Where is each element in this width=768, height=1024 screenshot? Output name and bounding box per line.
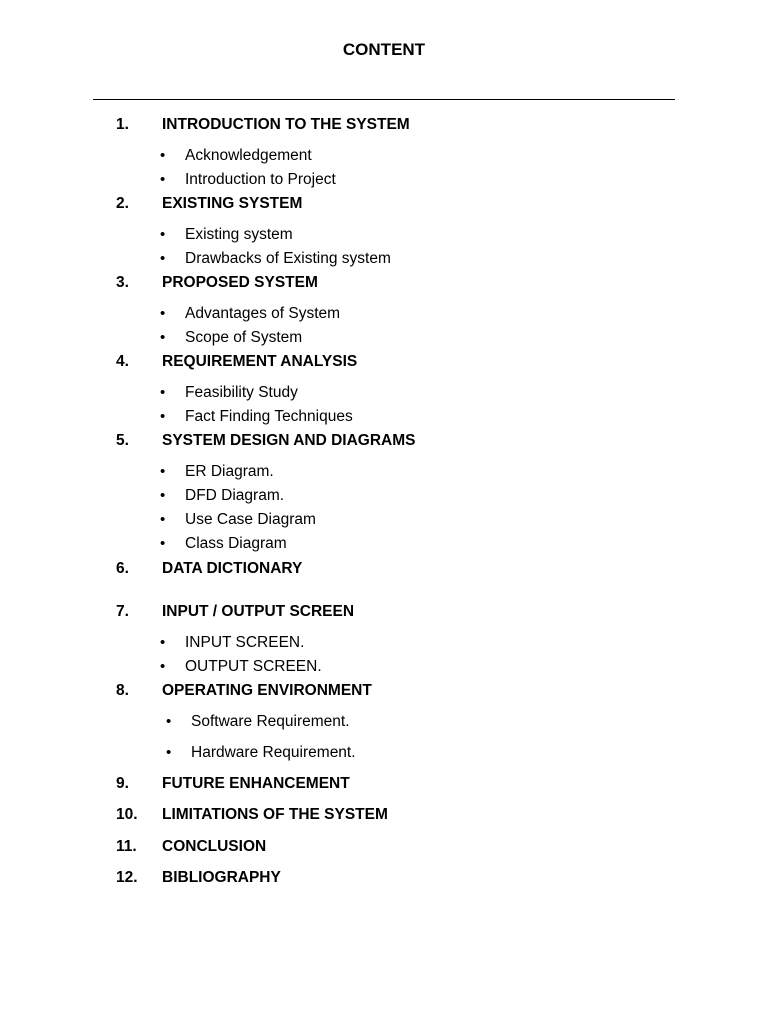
toc-item-label: Scope of System xyxy=(185,329,303,346)
section-heading: INPUT / OUTPUT SCREEN xyxy=(162,603,355,620)
toc-section-9 xyxy=(0,773,768,795)
section-number: 7. xyxy=(116,603,129,620)
section-heading: INTRODUCTION TO THE SYSTEM xyxy=(162,116,410,133)
toc-item xyxy=(0,406,768,428)
bullet-icon: • xyxy=(160,384,166,401)
section-heading: OPERATING ENVIRONMENT xyxy=(162,682,372,699)
toc-item-label: ER Diagram. xyxy=(185,463,274,480)
toc-item xyxy=(0,224,768,246)
toc-section-7 xyxy=(0,601,768,623)
bullet-icon: • xyxy=(160,408,166,425)
toc-item xyxy=(0,485,768,507)
bullet-icon: • xyxy=(160,250,166,267)
bullet-icon: • xyxy=(160,487,166,504)
toc-item-label: Fact Finding Techniques xyxy=(185,408,353,425)
toc-item xyxy=(0,509,768,531)
toc-item-label: INPUT SCREEN. xyxy=(185,634,305,651)
section-heading: DATA DICTIONARY xyxy=(162,560,303,577)
toc-item xyxy=(0,461,768,483)
toc-item xyxy=(0,145,768,167)
toc-item-label: Class Diagram xyxy=(185,535,287,552)
toc-item xyxy=(0,327,768,349)
section-number: 12. xyxy=(116,869,138,886)
toc-item xyxy=(0,711,768,733)
section-heading: LIMITATIONS OF THE SYSTEM xyxy=(162,806,388,823)
section-number: 11. xyxy=(116,838,137,855)
toc-section-1 xyxy=(0,114,768,136)
toc-item-label: Hardware Requirement. xyxy=(191,744,356,761)
toc-section-6 xyxy=(0,558,768,580)
section-number: 10. xyxy=(116,806,138,823)
section-number: 4. xyxy=(116,353,129,370)
toc-item-label: DFD Diagram. xyxy=(185,487,285,504)
section-number: 3. xyxy=(116,274,129,291)
toc-item-label: Use Case Diagram xyxy=(185,511,316,528)
section-number: 9. xyxy=(116,775,129,792)
toc-item xyxy=(0,533,768,555)
section-heading: PROPOSED SYSTEM xyxy=(162,274,318,291)
toc-item-label: Acknowledgement xyxy=(185,147,312,164)
toc-section-10 xyxy=(0,804,768,826)
toc-item-label: Advantages of System xyxy=(185,305,341,322)
bullet-icon: • xyxy=(160,329,166,346)
bullet-icon: • xyxy=(160,305,166,322)
section-number: 2. xyxy=(116,195,129,212)
toc-section-8 xyxy=(0,680,768,702)
toc-item xyxy=(0,656,768,678)
toc-item xyxy=(0,632,768,654)
bullet-icon: • xyxy=(160,226,166,243)
bullet-icon: • xyxy=(160,511,166,528)
bullet-icon: • xyxy=(160,147,166,164)
toc-item-label: Introduction to Project xyxy=(185,171,336,188)
toc-section-4 xyxy=(0,351,768,373)
toc-section-3 xyxy=(0,272,768,294)
section-heading: EXISTING SYSTEM xyxy=(162,195,303,212)
section-heading: FUTURE ENHANCEMENT xyxy=(162,775,350,792)
toc-item-label: Feasibility Study xyxy=(185,384,298,401)
section-heading: REQUIREMENT ANALYSIS xyxy=(162,353,358,370)
bullet-icon: • xyxy=(166,744,172,761)
toc-item-label: Drawbacks of Existing system xyxy=(185,250,391,267)
bullet-icon: • xyxy=(160,171,166,188)
section-number: 6. xyxy=(116,560,129,577)
toc-section-5 xyxy=(0,430,768,452)
section-heading: CONCLUSION xyxy=(162,838,267,855)
toc-item xyxy=(0,248,768,270)
toc-section-11 xyxy=(0,836,768,858)
bullet-icon: • xyxy=(166,713,172,730)
toc-section-12 xyxy=(0,867,768,889)
toc-section-2 xyxy=(0,193,768,215)
section-heading: BIBLIOGRAPHY xyxy=(162,869,281,886)
toc-item-label: Software Requirement. xyxy=(191,713,350,730)
toc-item xyxy=(0,382,768,404)
bullet-icon: • xyxy=(160,535,166,552)
section-number: 5. xyxy=(116,432,129,449)
toc-item-label: Existing system xyxy=(185,226,293,243)
section-heading: SYSTEM DESIGN AND DIAGRAMS xyxy=(162,432,416,449)
toc-item xyxy=(0,169,768,191)
title-divider xyxy=(93,99,675,100)
section-number: 1. xyxy=(116,116,129,133)
toc-item xyxy=(0,303,768,325)
bullet-icon: • xyxy=(160,634,166,651)
bullet-icon: • xyxy=(160,658,166,675)
section-number: 8. xyxy=(116,682,129,699)
page-title: CONTENT xyxy=(342,40,426,59)
toc-item-label: OUTPUT SCREEN. xyxy=(185,658,322,675)
toc-item xyxy=(0,742,768,764)
bullet-icon: • xyxy=(160,463,166,480)
